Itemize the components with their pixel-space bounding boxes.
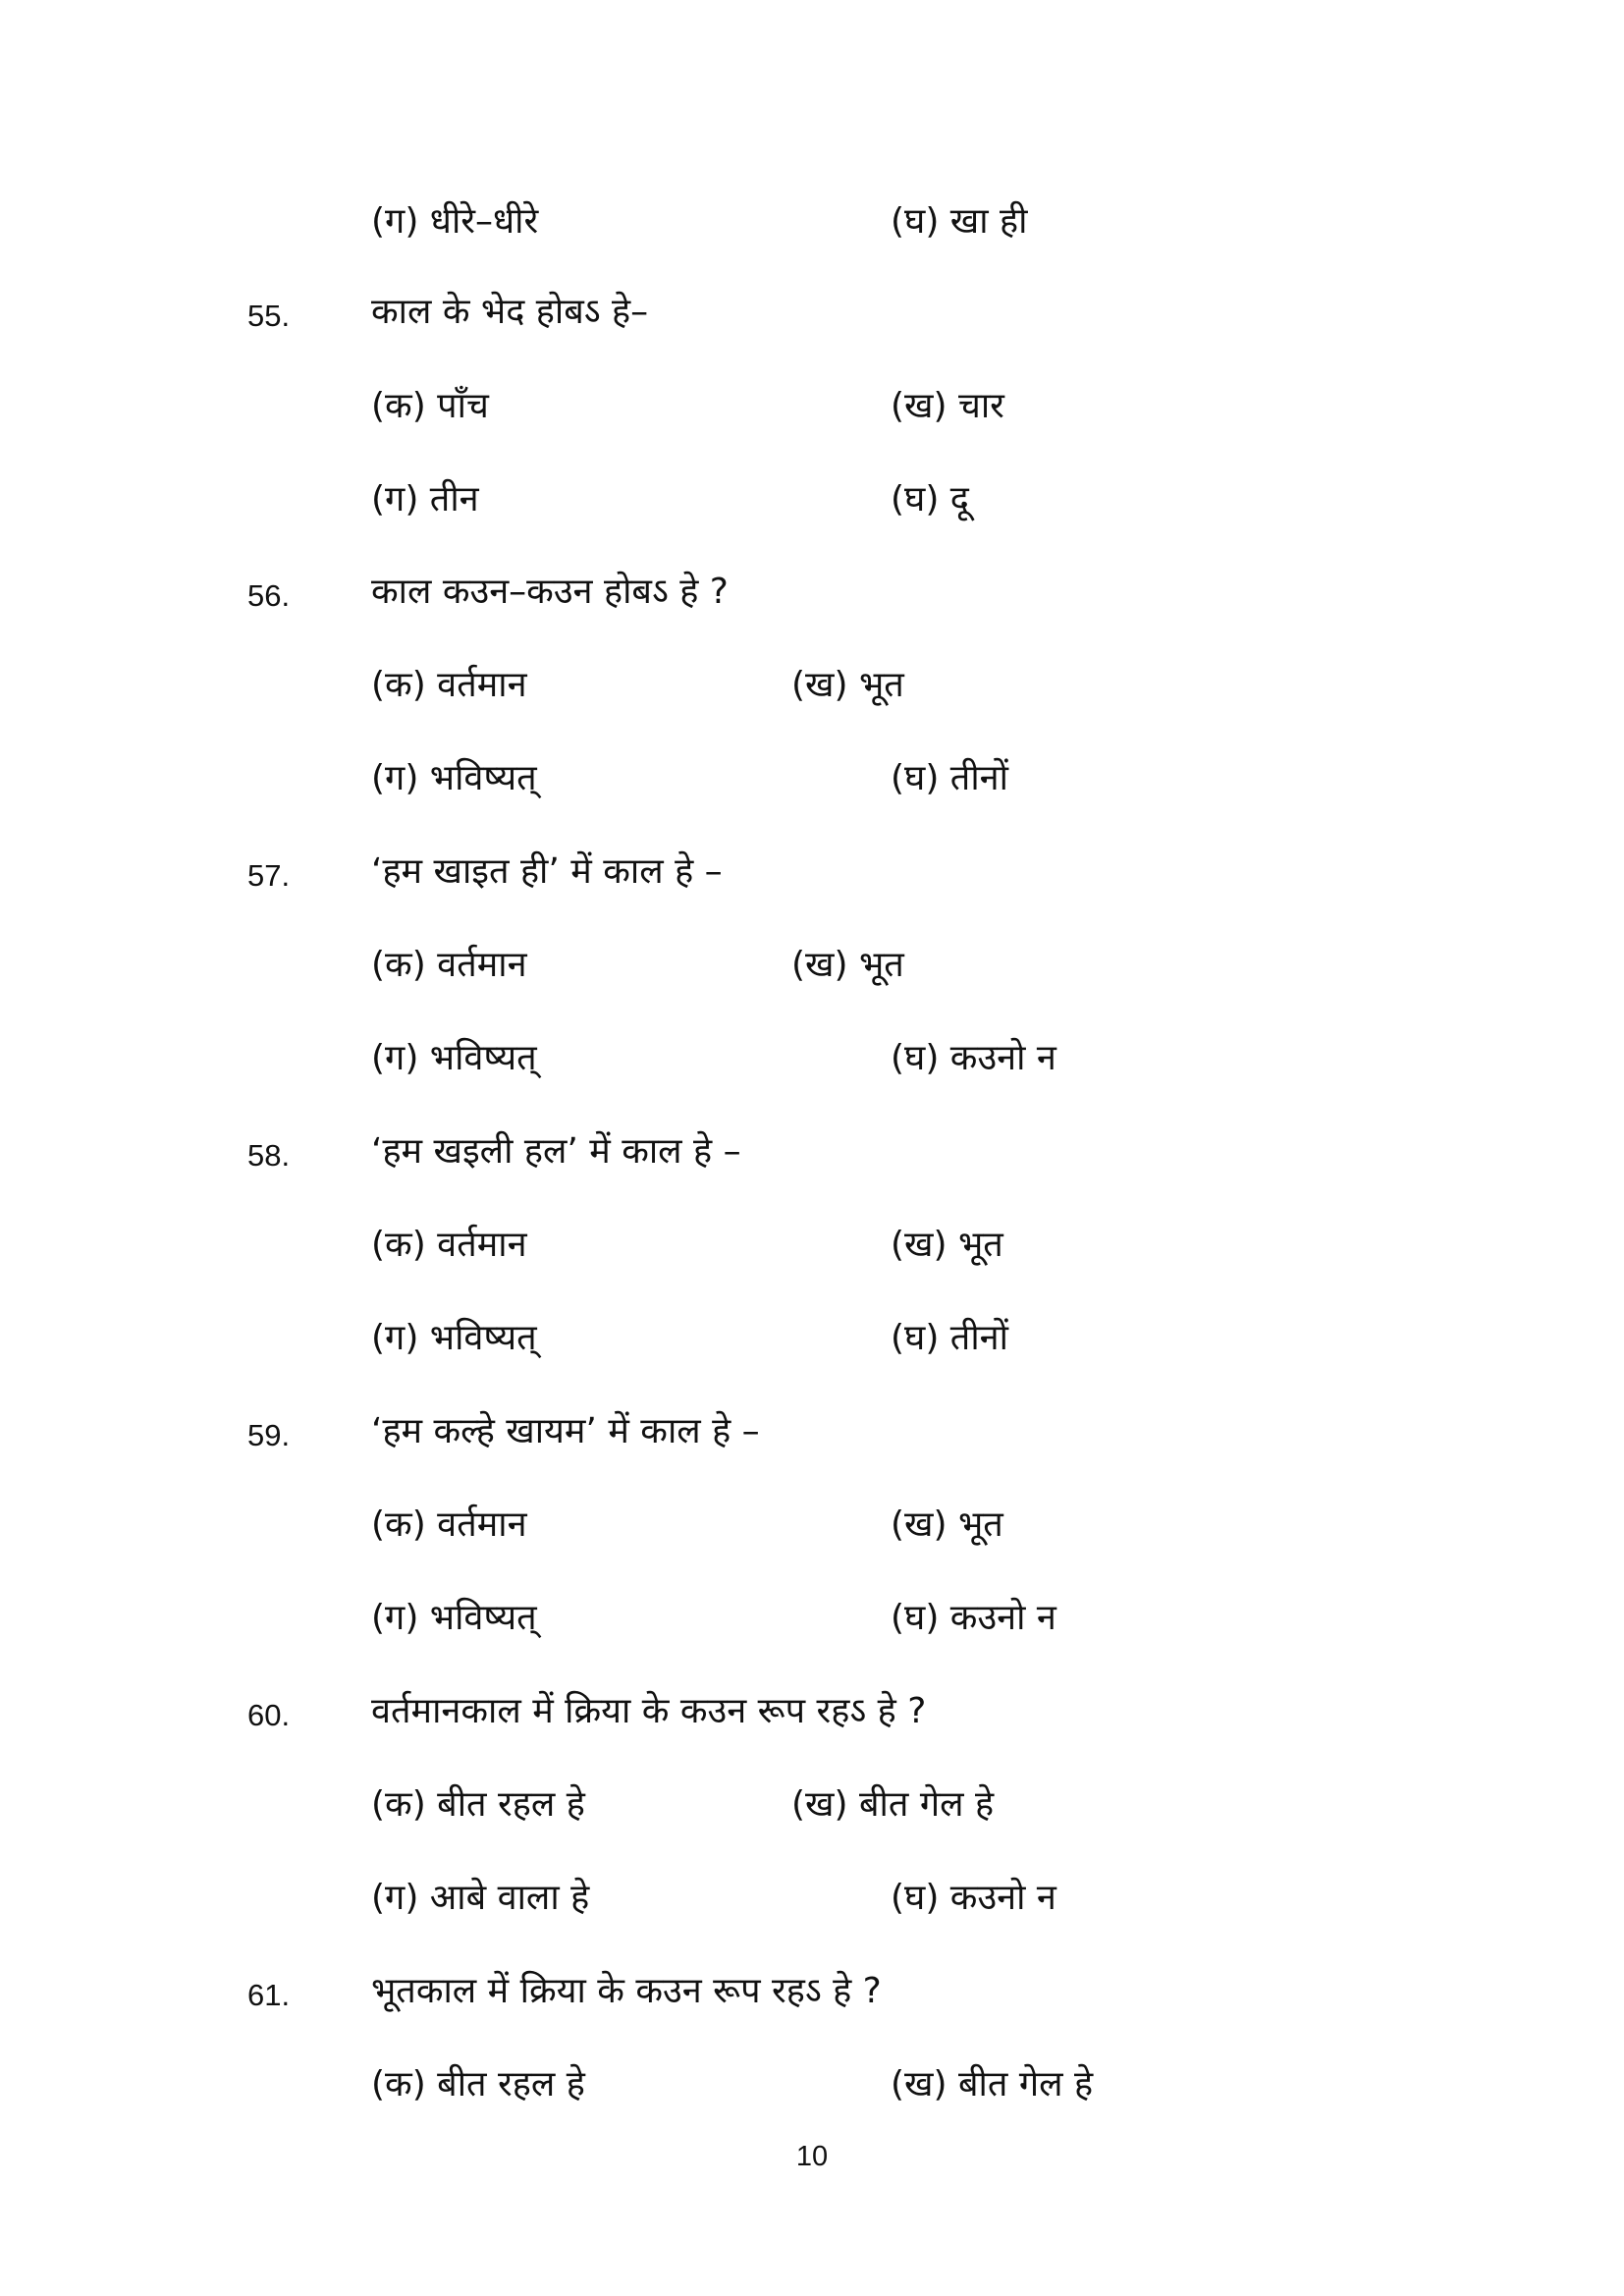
option-a: (क) बीत रहल हे xyxy=(371,2064,585,2105)
option-d: (घ) कउनो न xyxy=(891,1598,1056,1638)
question-number: 58. xyxy=(247,1138,291,1173)
option-a: (क) वर्तमान xyxy=(371,1504,527,1545)
option-b: (ख) भूत xyxy=(891,1225,1003,1265)
option-b: (ख) चार xyxy=(891,386,1004,426)
option-c: (ग) धीरे–धीरे xyxy=(371,201,539,242)
question-number: 60. xyxy=(247,1698,291,1732)
page-number: 10 xyxy=(795,2141,829,2172)
option-d: (घ) तीनों xyxy=(891,758,1008,798)
option-d: (घ) खा ही xyxy=(891,201,1028,242)
question-number: 61. xyxy=(247,1978,291,2012)
question-number: 55. xyxy=(247,299,291,333)
option-c: (ग) भविष्यत् xyxy=(371,1038,537,1078)
option-b: (ख) बीत गेल हे xyxy=(791,1784,995,1825)
option-c: (ग) भविष्यत् xyxy=(371,1598,537,1638)
option-b: (ख) भूत xyxy=(791,665,904,705)
option-c: (ग) भविष्यत् xyxy=(371,1318,537,1358)
option-b: (ख) भूत xyxy=(891,1504,1003,1545)
option-c: (ग) आबे वाला हे xyxy=(371,1878,590,1918)
option-b: (ख) भूत xyxy=(791,945,904,985)
option-d: (घ) कउनो न xyxy=(891,1878,1056,1918)
question-text: ‘हम खाइत ही’ में काल हे – xyxy=(371,851,723,892)
option-c: (ग) भविष्यत् xyxy=(371,758,537,798)
question-text: ‘हम कल्हे खायम’ में काल हे – xyxy=(371,1411,760,1451)
option-a: (क) वर्तमान xyxy=(371,945,527,985)
option-a: (क) पाँच xyxy=(371,386,489,426)
question-text: काल के भेद होबऽ हे– xyxy=(371,292,649,332)
question-text: ‘हम खइली हल’ में काल हे – xyxy=(371,1131,741,1172)
option-d: (घ) दू xyxy=(891,479,969,519)
question-number: 57. xyxy=(247,858,291,893)
question-text: भूतकाल में क्रिया के कउन रूप रहऽ हे ? xyxy=(371,1971,882,2011)
option-d: (घ) कउनो न xyxy=(891,1038,1056,1078)
option-c: (ग) तीन xyxy=(371,479,479,519)
question-number: 59. xyxy=(247,1418,291,1452)
question-text: वर्तमानकाल में क्रिया के कउन रूप रहऽ हे ? xyxy=(371,1691,927,1731)
option-a: (क) वर्तमान xyxy=(371,665,527,705)
option-a: (क) वर्तमान xyxy=(371,1225,527,1265)
option-b: (ख) बीत गेल हे xyxy=(891,2064,1094,2105)
question-number: 56. xyxy=(247,578,291,613)
question-text: काल कउन–कउन होबऽ हे ? xyxy=(371,572,729,612)
option-a: (क) बीत रहल हे xyxy=(371,1784,585,1825)
option-d: (घ) तीनों xyxy=(891,1318,1008,1358)
